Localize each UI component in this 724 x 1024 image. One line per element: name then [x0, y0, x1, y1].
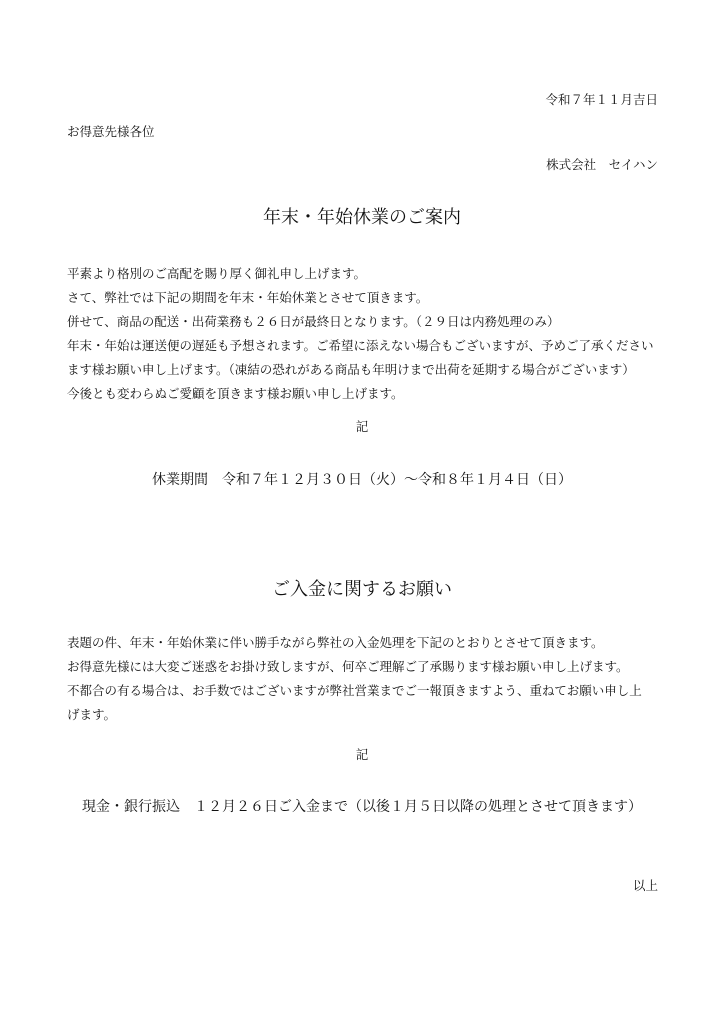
section2-paragraph: 表題の件、年末・年始休業に伴い勝手ながら弊社の入金処理を下記のとおりとさせて頂きます。 — [67, 635, 604, 650]
section1-paragraph: 年末・年始は運送便の遅延も予想されます。ご希望に添えない場合もございますが、予めご了承ください — [67, 338, 654, 353]
section1-ki-marker: 記 — [355, 419, 369, 434]
section1-paragraph: 併せて、商品の配送・出荷業務も２６日が最終日となります。（２９日は内務処理のみ） — [67, 314, 560, 329]
section1-paragraph: 今後とも変わらぬご愛顧を頂きます様お願い申し上げます。 — [67, 386, 404, 401]
section2-paragraph: お得意先様には大変ご迷惑をお掛け致しますが、何卒ご理解ご了承賜ります様お願い申し上げます。 — [67, 659, 629, 674]
payment-deadline: 現金・銀行振込 １２月２６日ご入金まで（以後１月５日以降の処理とさせて頂きます） — [82, 799, 642, 815]
section2-ki-marker: 記 — [355, 747, 369, 762]
sender-company: 株式会社 セイハン — [546, 157, 658, 172]
section1-paragraph: 平素より格別のご高配を賜り厚く御礼申し上げます。 — [67, 266, 367, 281]
section2-body — [67, 631, 667, 727]
section1-paragraph: さて、弊社では下記の期間を年末・年始休業とさせて頂きます。 — [67, 290, 429, 305]
section2-title: ご入金に関するお願い — [272, 579, 452, 600]
document-date: 令和７年１１月吉日 — [545, 92, 658, 107]
section2-paragraph: げます。 — [67, 707, 117, 722]
holiday-period: 休業期間 令和７年１２月３０日（火）～令和８年１月４日（日） — [152, 472, 572, 488]
recipient: お得意先様各位 — [67, 124, 155, 139]
section1-paragraph: ます様お願い申し上げます。（凍結の恐れがある商品も年明けまで出荷を延期する場合がございます） — [67, 362, 635, 377]
closing-remark: 以上 — [632, 878, 658, 893]
section1-title: 年末・年始休業のご案内 — [263, 207, 461, 228]
section1-body — [67, 262, 667, 406]
section2-paragraph: 不都合の有る場合は、お手数ではございますが弊社営業までご一報頂きますよう、重ねてお願い申し上 — [67, 683, 642, 698]
